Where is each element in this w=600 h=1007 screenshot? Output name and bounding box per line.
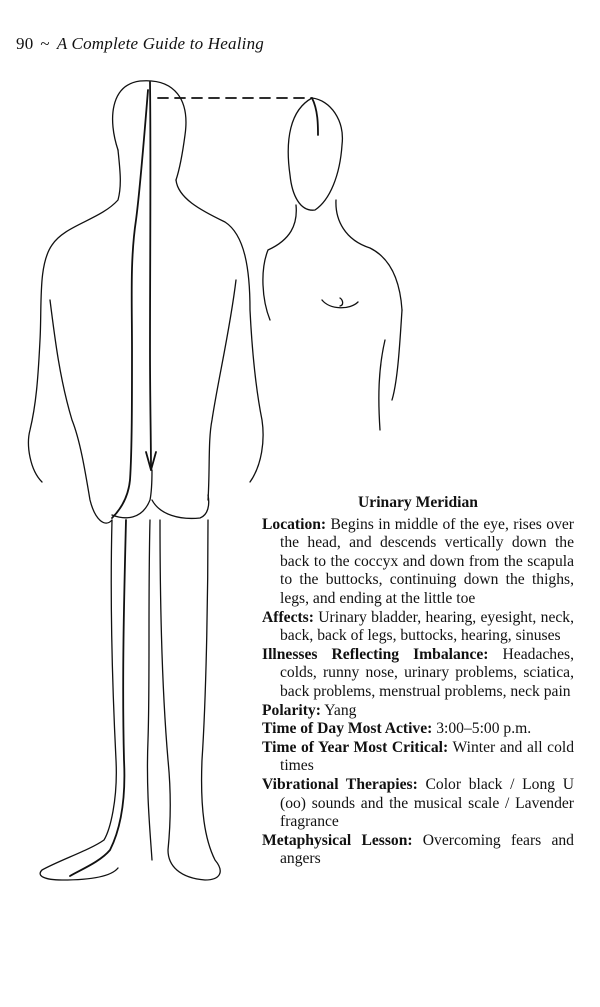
back-left-leg (40, 520, 118, 880)
back-right-leg (160, 520, 220, 880)
entry-label: Vibrational Therapies: (262, 775, 418, 793)
book-title: A Complete Guide to Healing (56, 34, 264, 53)
section-heading: Urinary Meridian (358, 494, 478, 511)
meridian-spine-line (150, 82, 151, 470)
entry-text: Urinary bladder, hearing, eyesight, neck, back, back of legs, buttocks, hearing, sinuses (280, 608, 574, 645)
back-left-inner-leg (147, 520, 152, 860)
entry-vibrational-therapies (262, 776, 574, 832)
entry-illnesses (262, 646, 574, 702)
separator: ~ (40, 34, 50, 53)
urinary-meridian-line-back (70, 82, 156, 876)
entry-label: Metaphysical Lesson: (262, 831, 413, 849)
front-neck-shoulders (263, 200, 402, 320)
entry-location (262, 516, 574, 609)
entry-affects (262, 609, 574, 646)
entry-text: Yang (324, 701, 357, 719)
meridian-outer-line (112, 90, 148, 518)
back-view-body-outline (29, 81, 264, 880)
meridian-description (262, 494, 574, 869)
entry-label: Time of Year Most Critical: (262, 738, 449, 756)
entry-label: Location: (262, 515, 327, 533)
entry-label: Polarity: (262, 701, 321, 719)
entry-label: Time of Day Most Active: (262, 720, 433, 738)
entry-text: Winter and all cold times (280, 738, 574, 775)
entry-label: Illnesses Reflecting Imbalance: (262, 645, 489, 663)
front-head (288, 98, 342, 210)
entry-time-of-day (262, 720, 574, 739)
entry-text: Headaches, colds, runny nose, urinary problems, sciatica, back problems, menstrual problems, neck pain (280, 645, 574, 700)
entry-text: Color black / Long U (oo) sounds and the musical scale / Lavender fragrance (280, 775, 574, 831)
meridian-leg-line (70, 520, 126, 876)
entry-text: Overcoming fears and angers (280, 831, 574, 868)
entry-time-of-year (262, 739, 574, 776)
back-left-side (29, 150, 121, 523)
entry-polarity (262, 702, 574, 721)
front-view-body-outline (263, 98, 402, 430)
entry-text: Begins in middle of the eye, rises over the head, and descends vertically down the back to the coccyx and down from the scapula to the buttocks, continuing down the thighs, legs, and ending at the little toe (280, 515, 574, 607)
front-torso (322, 298, 402, 430)
entry-text: 3:00–5:00 p.m. (436, 720, 532, 738)
page-number: 90 (16, 34, 34, 53)
entry-metaphysical-lesson (262, 832, 574, 869)
front-meridian-eye-line (312, 98, 318, 135)
entry-label: Affects: (262, 608, 314, 626)
back-right-side (176, 180, 263, 500)
